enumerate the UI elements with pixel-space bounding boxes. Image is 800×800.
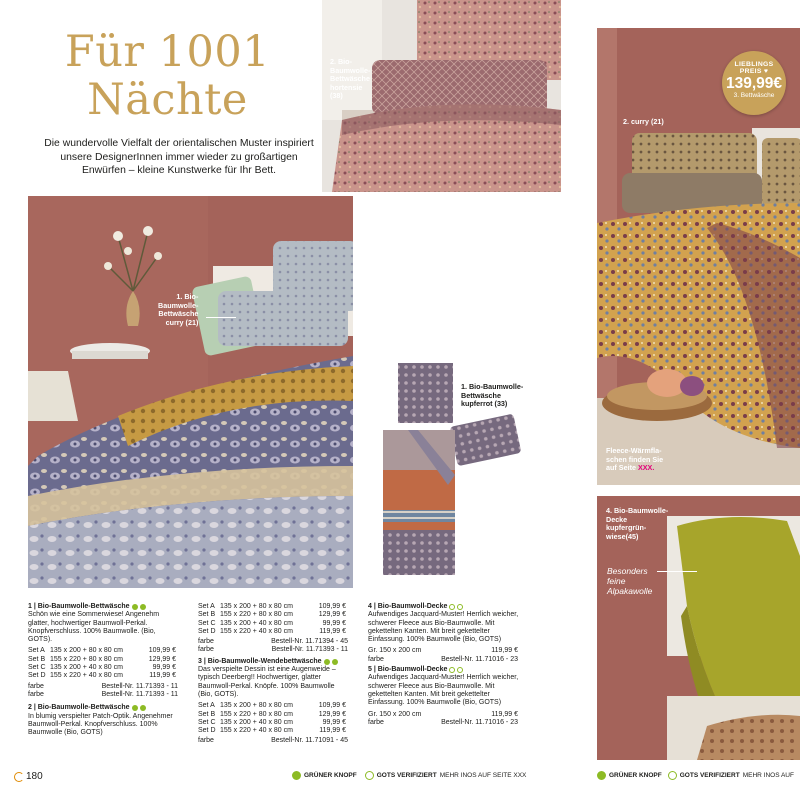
size-row: Set A 135 x 200 + 80 x 80 cm 109,99 €: [198, 603, 346, 610]
fleece-page-ref[interactable]: XXX.: [637, 463, 655, 473]
product-2-title: 2 | Bio-Baumwolle-Bettwäsche: [28, 704, 178, 712]
order-row: farbe Bestell-Nr. 11.71016 - 23: [368, 718, 518, 726]
product-1: [28, 603, 178, 740]
product-3-desc: Das verspielte Dessin ist eine Augenweide – typisch Deerberg!! Hochwertiger, glatter Baumwoll-Perkal. Knöpfe. 100% Baumwolle (Bio, GOTS).: [198, 666, 336, 698]
gots-icon: [140, 604, 146, 610]
headline-line-2: Nächte: [87, 75, 248, 125]
size-row: Set A 135 x 200 + 80 x 80 cm 109,99 €: [28, 647, 176, 655]
caption-curry: 1. Bio- Baumwolle- Bettwäsche curry (21): [158, 292, 199, 327]
gots-icon: [332, 659, 338, 665]
size-row: Set C 135 x 200 + 40 x 80 cm 99,99 €: [28, 664, 176, 672]
caption-pointer-curry: [206, 317, 236, 318]
gots-icon: [140, 705, 146, 711]
product-1-title: 1 | Bio-Baumwolle-Bettwäsche: [28, 603, 178, 611]
size-row: Set B 155 x 220 + 80 x 80 cm 129,99 €: [28, 655, 176, 663]
product-5-title: 5 | Bio-Baumwoll-Decke: [368, 666, 520, 674]
size-row: Set C 135 x 200 + 40 x 80 cm 99,99 €: [198, 718, 346, 726]
gots-icon: [668, 771, 677, 780]
green-button-icon: [292, 771, 301, 780]
gots-icon: [457, 604, 463, 610]
caption-fleece: Fleece-Wärmfla- schen finden Sie auf Seite XXX.: [606, 446, 664, 473]
product-4: [368, 603, 520, 727]
caption-kupferrot: 1. Bio-Baumwolle- Bettwäsche kupferrot (33): [461, 382, 524, 409]
order-row: farbe Bestell-Nr. 11.71393 - 11: [28, 682, 178, 690]
size-row: Set D 155 x 220 + 40 x 80 cm 119,99 €: [198, 727, 346, 735]
headline: [40, 28, 295, 124]
caption-decke-kupfergruen: 4. Bio-Baumwolle- Decke kupfergrün- wiese(45): [606, 506, 669, 541]
order-row: farbe Bestell-Nr. 11.71394 - 45: [198, 638, 348, 646]
page-number: 180: [14, 771, 43, 782]
size-row: Gr. 150 x 200 cm 119,99 €: [368, 710, 518, 718]
footer-legend-left: GRÜNER KNOPF GOTS VERIFIZIERT MEHR INOS AUF SEITE XXX: [292, 771, 526, 780]
green-button-icon: [324, 659, 330, 665]
green-button-icon: [132, 705, 138, 711]
product-5-desc: Aufwendiges Jacquard-Muster! Herrlich weicher, schwerer Fleece aus Bio-Baumwolle. Mit gekettelten Kanten. Mit breit gekettelter Einfassung. 100% Baumwolle (Bio, GOTS): [368, 674, 519, 707]
product-2-desc: In blumig verspielter Patch-Optik. Angenehmer Baumwoll-Perkal. Knopfverschluss. 100% Baumwolle (Bio, GOTS): [28, 712, 173, 737]
green-button-icon: [132, 604, 138, 610]
size-row: Gr. 150 x 200 cm 119,99 €: [368, 647, 518, 655]
order-row: farbe Bestell-Nr. 11.71016 - 23: [368, 655, 518, 663]
green-button-icon: [449, 604, 455, 610]
order-row: farbe Bestell-Nr. 11.71393 - 11: [28, 690, 178, 698]
size-row: Set B 155 x 220 + 80 x 80 cm 129,99 €: [198, 710, 346, 718]
green-button-icon: [597, 771, 606, 780]
caption-hortensie: 2. Bio- Baumwolle- Bettwäsche hortensie (38): [330, 57, 371, 101]
product-1-desc: Schön wie eine Sommerwiese! Angenehm glatter, hochwertiger Baumwoll-Perkal. Knopfverschluss. 100% Baumwolle. (Bio, GOTS).: [28, 611, 160, 644]
green-button-icon: [449, 667, 455, 673]
intro-text: Die wundervolle Vielfalt der orientalischen Muster inspiriert unsere DesignerInnen immer wieder zu großartigen Enwürfen – kleine Kunstwerke für Ihr Bett.: [44, 138, 314, 176]
product-4-title: 4 | Bio-Baumwoll-Decke: [368, 603, 520, 611]
headline-line-1: Für 1001: [64, 27, 271, 77]
caption-curry-right: 2. curry (21): [623, 117, 664, 126]
caption-pointer-alpaka: [657, 571, 697, 572]
gots-icon: [365, 771, 374, 780]
photo-curry-paisley-bed: [28, 196, 353, 588]
product-mid: [198, 603, 348, 746]
size-row: Set D 155 x 220 + 40 x 80 cm 119,99 €: [28, 672, 176, 680]
order-row: farbe Bestell-Nr. 11.71091 - 45: [198, 737, 348, 745]
size-row: Set A 135 x 200 + 80 x 80 cm 109,99 €: [198, 702, 346, 710]
caption-alpaka: Besonders feine Alpakawolle: [607, 566, 653, 596]
product-4-desc: Aufwendiges Jacquard-Muster! Herrlich weicher, schwerer Fleece aus Bio-Baumwolle. Mit gekettelten Kanten. Mit breit gekettelter Einfassung. 100% Baumwolle (Bio, GOTS): [368, 611, 519, 644]
page-curl-icon: [14, 772, 24, 782]
size-row: Set D 155 x 220 + 40 x 80 cm 119,99 €: [198, 627, 346, 635]
product-3-title: 3 | Bio-Baumwolle-Wendebettwäsche: [198, 658, 348, 666]
gots-icon: [457, 667, 463, 673]
order-row: farbe Bestell-Nr. 11.71393 - 11: [198, 646, 348, 654]
size-row: Set C 135 x 200 + 40 x 80 cm 99,99 €: [198, 619, 346, 627]
footer-legend-right: GRÜNER KNOPF GOTS VERIFIZIERT MEHR INOS AUF: [597, 771, 794, 780]
size-row: Set B 155 x 220 + 80 x 80 cm 129,99 €: [198, 611, 346, 619]
price-badge: LIEBLINGS PREIS ♥ 139,99€ 3. Bettwäsche: [722, 51, 786, 115]
badge-price: 139,99€: [725, 75, 783, 92]
